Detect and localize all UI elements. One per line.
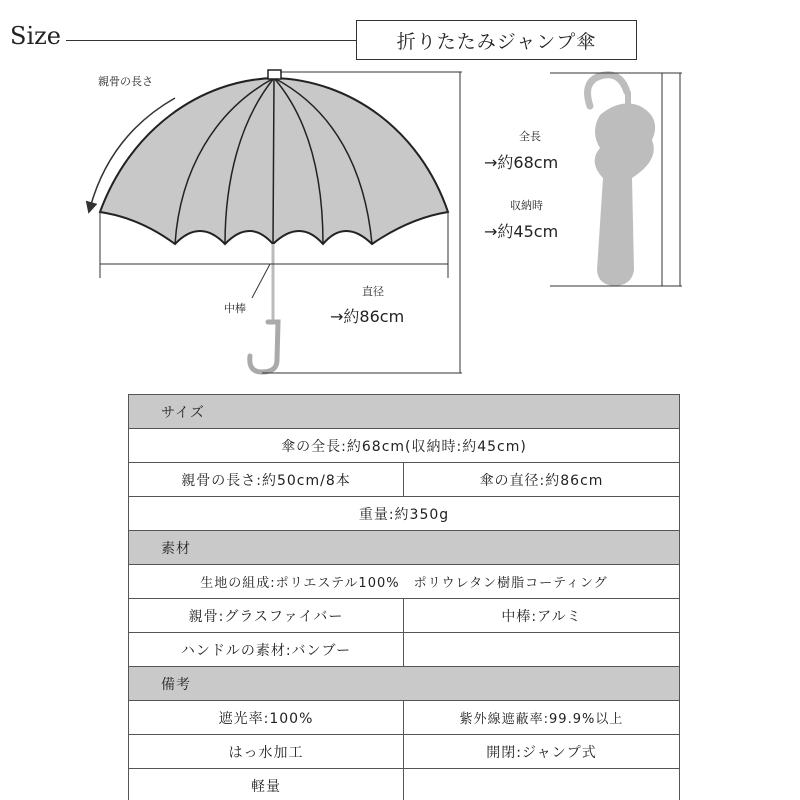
product-title: 折りたたみジャンプ傘 bbox=[396, 30, 597, 53]
table-row bbox=[129, 701, 680, 735]
empty-cell bbox=[404, 769, 680, 800]
size-divider-line bbox=[66, 40, 356, 41]
fabric-cell: 生地の組成:ポリエステル100% ポリウレタン樹脂コーティング bbox=[129, 565, 680, 599]
folded-length-value: →約45cm bbox=[484, 222, 559, 241]
center-rod-label: 中棒 bbox=[224, 302, 246, 315]
water-repellent-cell: はっ水加工 bbox=[129, 735, 404, 769]
umbrella-handle bbox=[250, 322, 278, 372]
rod-material-cell: 中棒:アルミ bbox=[404, 599, 680, 633]
empty-cell bbox=[404, 633, 680, 667]
rib-length-cell: 親骨の長さ:約50cm/8本 bbox=[129, 463, 404, 497]
table-row bbox=[129, 599, 680, 633]
weight-cell: 重量:約350g bbox=[129, 497, 680, 531]
folded-umbrella bbox=[588, 75, 656, 286]
folded-length-label: 収納時 bbox=[510, 199, 543, 212]
shading-rate-cell: 遮光率:100% bbox=[129, 701, 404, 735]
size-section-header: サイズ bbox=[129, 395, 680, 429]
uv-rate-cell: 紫外線遮蔽率:99.9%以上 bbox=[404, 701, 680, 735]
total-length-cell: 傘の全長:約68cm(収納時:約45cm) bbox=[129, 429, 680, 463]
table-row bbox=[129, 769, 680, 800]
table-row bbox=[129, 497, 680, 531]
product-title-box bbox=[356, 20, 637, 60]
table-row bbox=[129, 395, 680, 429]
size-heading: Size bbox=[10, 22, 61, 50]
diameter-label: 直径 bbox=[362, 285, 384, 298]
center-rod-pointer bbox=[252, 264, 270, 298]
diameter-value: →約86cm bbox=[330, 307, 405, 326]
notes-section-header: 備考 bbox=[129, 667, 680, 701]
rib-material-cell: 親骨:グラスファイバー bbox=[129, 599, 404, 633]
table-row bbox=[129, 565, 680, 599]
total-length-label: 全長 bbox=[519, 130, 541, 143]
open-type-cell: 開閉:ジャンプ式 bbox=[404, 735, 680, 769]
table-row bbox=[129, 667, 680, 701]
material-section-header: 素材 bbox=[129, 531, 680, 565]
umbrella-tip bbox=[268, 70, 281, 79]
total-length-value: →約68cm bbox=[484, 153, 559, 172]
table-row bbox=[129, 429, 680, 463]
umbrella-diagram bbox=[0, 60, 800, 390]
table-row bbox=[129, 463, 680, 497]
table-row bbox=[129, 735, 680, 769]
spec-table bbox=[128, 394, 680, 800]
table-row bbox=[129, 633, 680, 667]
table-row bbox=[129, 531, 680, 565]
lightweight-cell: 軽量 bbox=[129, 769, 404, 800]
diameter-cell: 傘の直径:約86cm bbox=[404, 463, 680, 497]
handle-material-cell: ハンドルの素材:バンブー bbox=[129, 633, 404, 667]
rib-length-label: 親骨の長さ bbox=[98, 75, 153, 88]
